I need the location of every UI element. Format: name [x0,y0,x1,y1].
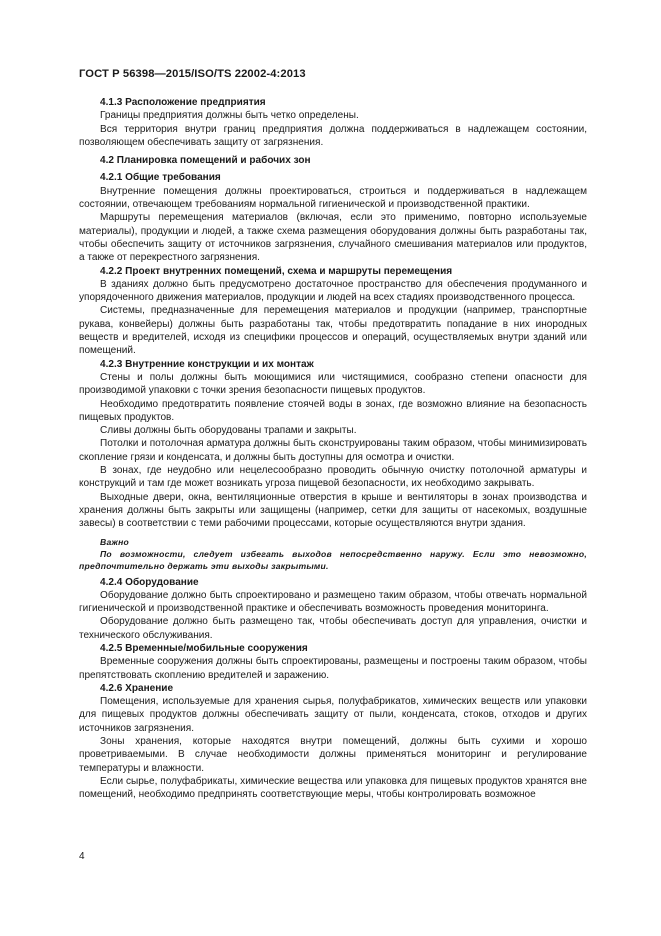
subsection-heading: 4.2.3 Внутренние конструкции и их монтаж [100,358,314,370]
note-text: По возможности, следует избегать выходов непосредственно наружу. Если это невозможно, предпочтительно держать эти выходы закрытыми. [79,548,587,571]
subsection-heading: 4.1.3 Расположение предприятия [100,97,266,108]
subsection-heading: 4.2.4 Оборудование [100,576,199,588]
document-header: ГОСТ Р 56398—2015/ISO/TS 22002-4:2013 [79,68,306,80]
paragraph: Зоны хранения, которые находятся внутри помещений, должны быть сухими и хорошо проветриваемыми. В случае необходимости должны применяться мониторинг и регулирование температуры и влажности. [79,736,587,774]
paragraph: Границы предприятия должны быть четко определены. [100,110,359,122]
paragraph: Сливы должны быть оборудованы трапами и закрыты. [100,425,357,437]
paragraph: В зонах, где неудобно или нецелесообразно проводить обычную очистку потолочной арматуры и конструкций и там где может возникать угроза пищевой безопасности, их необходимо закрывать. [79,465,587,490]
paragraph: Помещения, используемые для хранения сырья, полуфабрикатов, химических веществ или упаковки для пищевых продуктов должны обеспечивать защиту от пыли, конденсата, стоков, отходов и других источников загрязнения. [79,696,587,734]
note-label: Важно [100,536,130,547]
paragraph: Если сырье, полуфабрикаты, химические вещества или упаковка для пищевых продуктов хранятся вне помещений, необходимо предпринять соответствующие меры, чтобы контролировать возможное [79,775,587,801]
section-heading: 4.2 Планировка помещений и рабочих зон [100,155,311,167]
document-body [79,96,587,802]
paragraph: Необходимо предотвратить появление стоячей воды в зонах, где возможно влияние на безопасность пищевых продуктов. [79,398,587,423]
paragraph: Оборудование должно быть размещено так, чтобы обеспечивать доступ для управления, очистки и технического обслуживания. [79,616,587,641]
paragraph: Стены и полы должны быть моющимися или чистящимися, сообразно степени опасности для производимой упаковки с точки зрения безопасности пищевых продуктов. [79,371,587,397]
paragraph: Выходные двери, окна, вентиляционные отверстия в крыше и вентиляторы в зонах производства и хранения должны быть закрыты или защищены (например, сетки для защиты от насекомых, воздушные завесы) в соответствии с теми рабочими процессами, которые осуществляются внутри здания. [79,491,587,530]
paragraph: Вся территория внутри границ предприятия должна поддерживаться в надлежащем состоянии, позволяющем обеспечивать защиту от загрязнения. [79,123,587,148]
note-block [79,536,587,572]
subsection-heading: 4.2.5 Временные/мобильные сооружения [100,642,308,654]
paragraph: Потолки и потолочная арматура должны быть сконструированы таким образом, чтобы минимизировать скопление грязи и конденсата, и должны быть доступны для осмотра и очистки. [79,438,587,463]
paragraph: Системы, предназначенные для перемещения материалов и продукции (например, транспортные рукава, конвейеры) должны быть разработаны так, чтобы предотвратить попадание в них инородных веществ и вредителей, исходя из специфики процессов и операций, осуществляемых внутри зданий или помещений. [79,305,587,357]
subsection-heading: 4.2.1 Общие требования [100,172,221,184]
paragraph: В зданиях должно быть предусмотрено достаточное пространство для обеспечения продуманного и упорядоченного движения материалов, продукции и людей на всех стадиях производственного процесса. [79,278,587,304]
paragraph: Оборудование должно быть спроектировано и размещено таким образом, чтобы отвечать нормальной гигиенической и производственной практике и обеспечивать возможность проведения мониторинга. [79,589,587,615]
subsection-heading: 4.2.2 Проект внутренних помещений, схема и маршруты перемещения [100,265,453,277]
page-number: 4 [79,851,85,862]
paragraph: Временные сооружения должны быть спроектированы, размещены и построены таким образом, чтобы препятствовать скоплению вредителей и заражению. [79,656,587,681]
paragraph: Внутренние помещения должны проектироваться, строиться и поддерживаться в надлежащем состоянии, отвечающем требованиям нормальной гигиенической и производственной практики. [79,185,587,211]
subsection-heading: 4.2.6 Хранение [100,682,174,694]
paragraph: Маршруты перемещения материалов (включая, если это применимо, повторно используемые материалы), продукции и людей, а также схема размещения оборудования должны быть разработаны так, чтобы обеспечить защиту от источников загрязнения, случайного смешивания материалов или продуктов, а также от перекрестного загрязнения. [79,212,587,264]
